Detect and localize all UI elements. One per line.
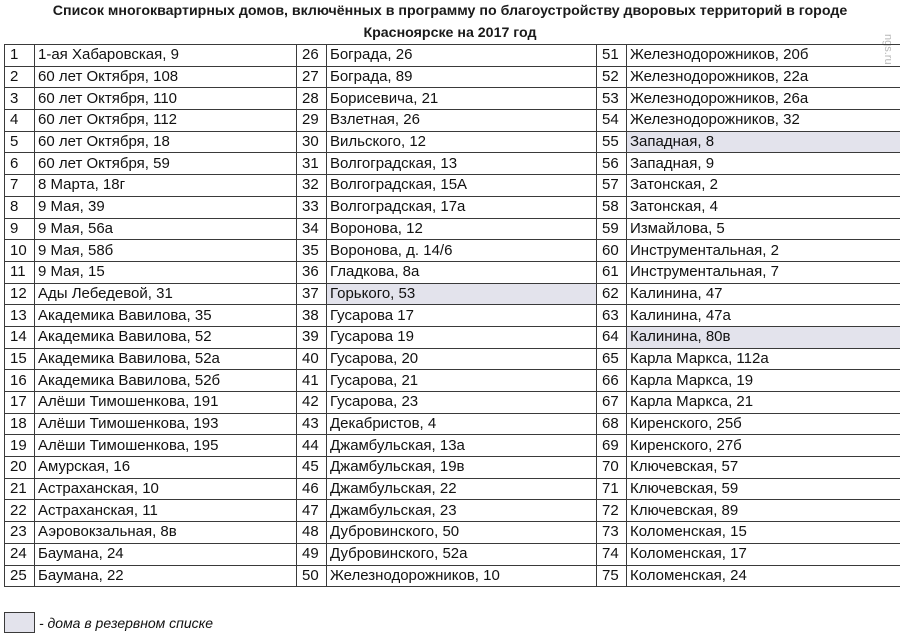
- table-row: [5, 240, 900, 262]
- address-cell: Воронова, д. 14/6: [327, 240, 597, 262]
- row-number: 66: [597, 370, 627, 392]
- table-row: [5, 326, 900, 348]
- address-cell-reserve: Калинина, 80в: [627, 326, 900, 348]
- address-table-body: [5, 45, 900, 587]
- row-number: 12: [5, 283, 35, 305]
- row-number: 53: [597, 88, 627, 110]
- row-number: 20: [5, 457, 35, 479]
- address-cell: Волгоградская, 17а: [327, 196, 597, 218]
- row-number: 37: [297, 283, 327, 305]
- row-number: 67: [597, 392, 627, 414]
- row-number: 2: [5, 66, 35, 88]
- address-cell: Инструментальная, 7: [627, 261, 900, 283]
- address-cell: Карла Маркса, 112а: [627, 348, 900, 370]
- row-number: 18: [5, 413, 35, 435]
- row-number: 65: [597, 348, 627, 370]
- row-number: 43: [297, 413, 327, 435]
- address-cell: Джамбульская, 19в: [327, 457, 597, 479]
- row-number: 70: [597, 457, 627, 479]
- row-number: 60: [597, 240, 627, 262]
- address-cell: Калинина, 47: [627, 283, 900, 305]
- row-number: 42: [297, 392, 327, 414]
- row-number: 49: [297, 543, 327, 565]
- table-row: [5, 370, 900, 392]
- address-cell: Академика Вавилова, 52: [35, 326, 297, 348]
- table-row: [5, 45, 900, 67]
- row-number: 55: [597, 131, 627, 153]
- row-number: 64: [597, 326, 627, 348]
- row-number: 26: [297, 45, 327, 67]
- row-number: 28: [297, 88, 327, 110]
- row-number: 52: [597, 66, 627, 88]
- address-cell: Западная, 9: [627, 153, 900, 175]
- row-number: 57: [597, 175, 627, 197]
- address-cell: 9 Мая, 39: [35, 196, 297, 218]
- table-row: [5, 88, 900, 110]
- address-cell: Взлетная, 26: [327, 110, 597, 132]
- row-number: 68: [597, 413, 627, 435]
- table-row: [5, 500, 900, 522]
- address-cell: 60 лет Октября, 18: [35, 131, 297, 153]
- row-number: 51: [597, 45, 627, 67]
- row-number: 73: [597, 522, 627, 544]
- reserve-color-swatch: [4, 612, 35, 633]
- row-number: 72: [597, 500, 627, 522]
- row-number: 11: [5, 261, 35, 283]
- row-number: 46: [297, 478, 327, 500]
- address-cell: Джамбульская, 22: [327, 478, 597, 500]
- row-number: 24: [5, 543, 35, 565]
- address-table: [4, 44, 900, 587]
- row-number: 33: [297, 196, 327, 218]
- row-number: 6: [5, 153, 35, 175]
- address-cell: Гладкова, 8а: [327, 261, 597, 283]
- address-cell: Аэровокзальная, 8в: [35, 522, 297, 544]
- address-cell: Гусарова 19: [327, 326, 597, 348]
- table-row: [5, 131, 900, 153]
- row-number: 17: [5, 392, 35, 414]
- row-number: 14: [5, 326, 35, 348]
- address-cell: Баумана, 22: [35, 565, 297, 587]
- row-number: 58: [597, 196, 627, 218]
- row-number: 38: [297, 305, 327, 327]
- address-cell-reserve: Горького, 53: [327, 283, 597, 305]
- table-row: [5, 110, 900, 132]
- address-cell: 8 Марта, 18г: [35, 175, 297, 197]
- address-cell: Измайлова, 5: [627, 218, 900, 240]
- table-row: [5, 261, 900, 283]
- row-number: 36: [297, 261, 327, 283]
- row-number: 61: [597, 261, 627, 283]
- address-cell: Затонская, 4: [627, 196, 900, 218]
- table-row: [5, 543, 900, 565]
- table-row: [5, 478, 900, 500]
- address-cell: Астраханская, 10: [35, 478, 297, 500]
- document-title: [0, 0, 900, 44]
- row-number: 8: [5, 196, 35, 218]
- address-cell: Гусарова 17: [327, 305, 597, 327]
- address-cell: Декабристов, 4: [327, 413, 597, 435]
- address-cell: Гусарова, 23: [327, 392, 597, 414]
- address-cell: Коломенская, 15: [627, 522, 900, 544]
- row-number: 63: [597, 305, 627, 327]
- address-cell: Баумана, 24: [35, 543, 297, 565]
- row-number: 48: [297, 522, 327, 544]
- row-number: 59: [597, 218, 627, 240]
- row-number: 27: [297, 66, 327, 88]
- address-cell: Академика Вавилова, 35: [35, 305, 297, 327]
- row-number: 40: [297, 348, 327, 370]
- row-number: 34: [297, 218, 327, 240]
- row-number: 54: [597, 110, 627, 132]
- table-row: [5, 457, 900, 479]
- address-cell: Железнодорожников, 10: [327, 565, 597, 587]
- address-cell: Карла Маркса, 21: [627, 392, 900, 414]
- row-number: 7: [5, 175, 35, 197]
- table-row: [5, 348, 900, 370]
- row-number: 5: [5, 131, 35, 153]
- address-cell: Академика Вавилова, 52б: [35, 370, 297, 392]
- address-cell: Джамбульская, 13а: [327, 435, 597, 457]
- address-cell: Ключевская, 89: [627, 500, 900, 522]
- address-cell-reserve: Западная, 8: [627, 131, 900, 153]
- row-number: 45: [297, 457, 327, 479]
- address-cell: 9 Мая, 15: [35, 261, 297, 283]
- address-cell: Калинина, 47а: [627, 305, 900, 327]
- table-row: [5, 218, 900, 240]
- table-row: [5, 565, 900, 587]
- address-cell: Железнодорожников, 26а: [627, 88, 900, 110]
- watermark: ngs.ru: [882, 34, 894, 65]
- row-number: 16: [5, 370, 35, 392]
- table-row: [5, 413, 900, 435]
- address-cell: Железнодорожников, 22а: [627, 66, 900, 88]
- address-cell: 60 лет Октября, 108: [35, 66, 297, 88]
- table-row: [5, 522, 900, 544]
- row-number: 69: [597, 435, 627, 457]
- table-row: [5, 196, 900, 218]
- row-number: 15: [5, 348, 35, 370]
- row-number: 62: [597, 283, 627, 305]
- row-number: 1: [5, 45, 35, 67]
- address-cell: 9 Мая, 56а: [35, 218, 297, 240]
- address-cell: Дубровинского, 50: [327, 522, 597, 544]
- address-cell: Волгоградская, 15А: [327, 175, 597, 197]
- address-cell: Инструментальная, 2: [627, 240, 900, 262]
- address-cell: Бограда, 89: [327, 66, 597, 88]
- address-cell: Гусарова, 20: [327, 348, 597, 370]
- row-number: 10: [5, 240, 35, 262]
- address-cell: Ключевская, 57: [627, 457, 900, 479]
- address-cell: Железнодорожников, 20б: [627, 45, 900, 67]
- address-cell: Гусарова, 21: [327, 370, 597, 392]
- row-number: 3: [5, 88, 35, 110]
- row-number: 47: [297, 500, 327, 522]
- row-number: 71: [597, 478, 627, 500]
- row-number: 41: [297, 370, 327, 392]
- address-cell: Вильского, 12: [327, 131, 597, 153]
- row-number: 44: [297, 435, 327, 457]
- row-number: 56: [597, 153, 627, 175]
- table-row: [5, 175, 900, 197]
- row-number: 4: [5, 110, 35, 132]
- address-cell: Киренского, 25б: [627, 413, 900, 435]
- address-cell: Борисевича, 21: [327, 88, 597, 110]
- address-cell: Коломенская, 17: [627, 543, 900, 565]
- address-cell: Карла Маркса, 19: [627, 370, 900, 392]
- legend: [4, 612, 604, 633]
- address-cell: Алёши Тимошенкова, 195: [35, 435, 297, 457]
- row-number: 19: [5, 435, 35, 457]
- address-cell: Астраханская, 11: [35, 500, 297, 522]
- legend-text: - дома в резервном списке: [39, 615, 214, 631]
- row-number: 32: [297, 175, 327, 197]
- address-cell: 1-ая Хабаровская, 9: [35, 45, 297, 67]
- row-number: 25: [5, 565, 35, 587]
- address-cell: Алёши Тимошенкова, 193: [35, 413, 297, 435]
- address-cell: Джамбульская, 23: [327, 500, 597, 522]
- row-number: 75: [597, 565, 627, 587]
- address-cell: Коломенская, 24: [627, 565, 900, 587]
- row-number: 74: [597, 543, 627, 565]
- address-cell: Воронова, 12: [327, 218, 597, 240]
- title-line-2: Красноярске на 2017 год: [363, 25, 537, 41]
- address-cell: 60 лет Октября, 110: [35, 88, 297, 110]
- address-cell: Киренского, 27б: [627, 435, 900, 457]
- row-number: 35: [297, 240, 327, 262]
- table-row: [5, 66, 900, 88]
- row-number: 50: [297, 565, 327, 587]
- title-line-1: Список многоквартирных домов, включённых в программу по благоустройству дворовых территорий в городе: [52, 3, 848, 19]
- row-number: 31: [297, 153, 327, 175]
- table-row: [5, 392, 900, 414]
- address-cell: Затонская, 2: [627, 175, 900, 197]
- address-cell: 9 Мая, 58б: [35, 240, 297, 262]
- row-number: 22: [5, 500, 35, 522]
- address-cell: Ады Лебедевой, 31: [35, 283, 297, 305]
- row-number: 23: [5, 522, 35, 544]
- address-cell: Бограда, 26: [327, 45, 597, 67]
- address-cell: Амурская, 16: [35, 457, 297, 479]
- table-row: [5, 153, 900, 175]
- row-number: 9: [5, 218, 35, 240]
- address-cell: Ключевская, 59: [627, 478, 900, 500]
- row-number: 13: [5, 305, 35, 327]
- address-cell: Алёши Тимошенкова, 191: [35, 392, 297, 414]
- table-row: [5, 435, 900, 457]
- address-cell: 60 лет Октября, 59: [35, 153, 297, 175]
- row-number: 39: [297, 326, 327, 348]
- address-cell: Академика Вавилова, 52а: [35, 348, 297, 370]
- address-cell: Волгоградская, 13: [327, 153, 597, 175]
- address-cell: Дубровинского, 52а: [327, 543, 597, 565]
- address-cell: Железнодорожников, 32: [627, 110, 900, 132]
- table-row: [5, 283, 900, 305]
- table-row: [5, 305, 900, 327]
- row-number: 21: [5, 478, 35, 500]
- address-cell: 60 лет Октября, 112: [35, 110, 297, 132]
- row-number: 30: [297, 131, 327, 153]
- row-number: 29: [297, 110, 327, 132]
